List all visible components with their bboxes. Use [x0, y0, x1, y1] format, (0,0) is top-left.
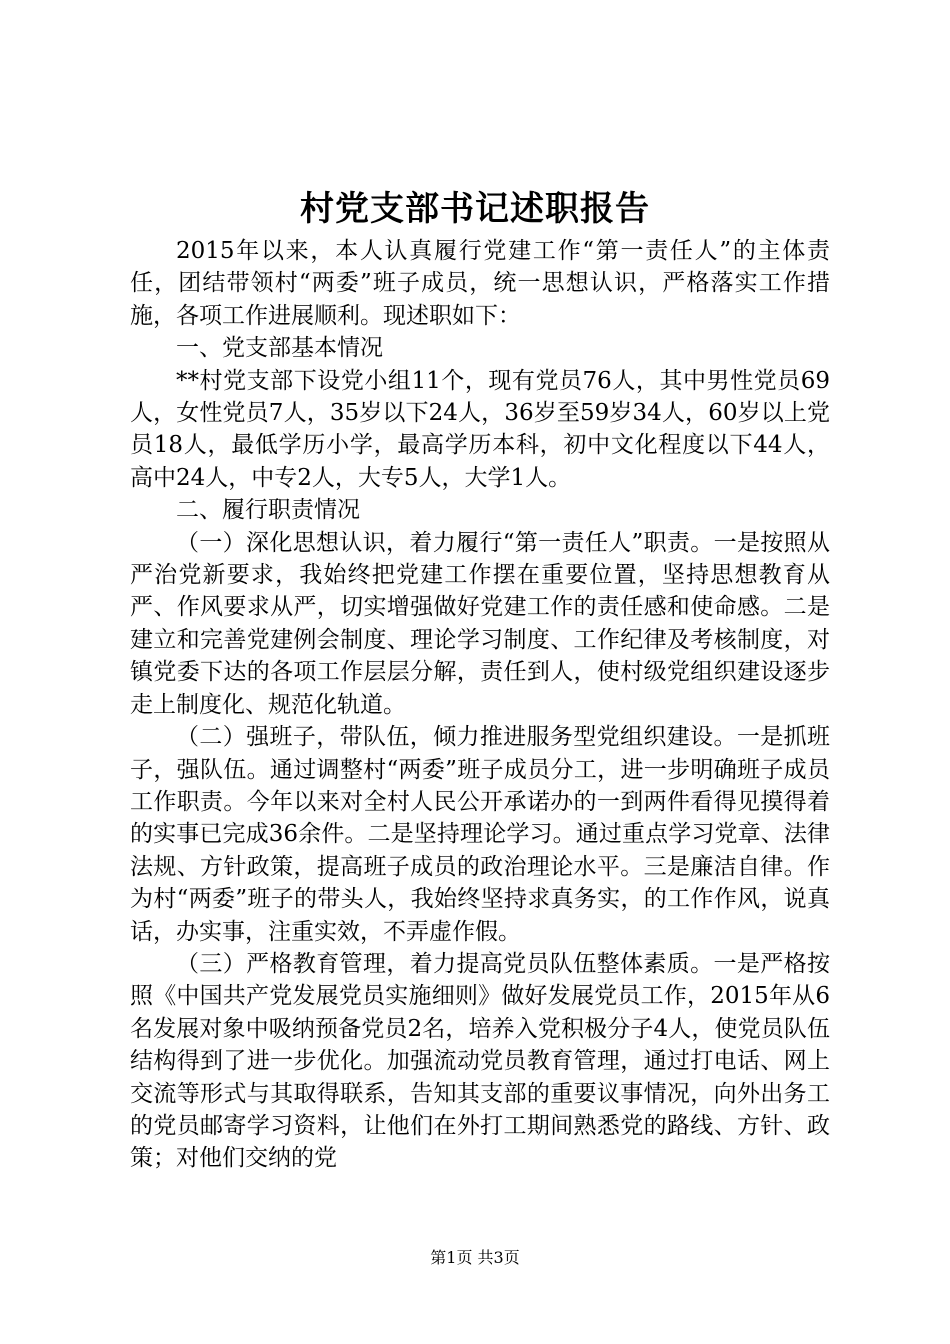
section-heading-duties: 二、履行职责情况: [176, 497, 360, 524]
paragraph-member-stats: **村党支部下设党小组11个，现有党员76人，其中男性党员69人，女性党员7人，35岁以下24人，36岁至59岁34人，60岁以上党员18人，最低学历小学，最高学历本科，初中文化程度以下44人，高中24人，中专2人，大专5人，大学1人。: [130, 367, 830, 491]
paragraph-duty-2: （二）强班子，带队伍，倾力推进服务型党组织建设。一是抓班子，强队伍。通过调整村“两委”班子成员分工，进一步明确班子成员工作职责。今年以来对全村人民公开承诺办的一到两件看得见摸得着的实事已完成36余件。二是坚持理论学习。通过重点学习党章、法律法规、方针政策，提高班子成员的政治理论水平。三是廉洁自律。作为村“两委”班子的带头人，我始终坚持求真务实，的工作作风，说真话，办实事，注重实效，不弄虚作假。: [130, 724, 830, 945]
document-body: [130, 235, 830, 1175]
paragraph-duty-1: （一）深化思想认识，着力履行“第一责任人”职责。一是按照从严治党新要求，我始终把党建工作摆在重要位置，坚持思想教育从严、作风要求从严，切实增强做好党建工作的责任感和使命感。二是建立和完善党建例会制度、理论学习制度、工作纪律及考核制度，对镇党委下达的各项工作层层分解，责任到人，使村级党组织建设逐步走上制度化、规范化轨道。: [130, 529, 830, 718]
document-title: 村党支部书记述职报告: [300, 189, 650, 229]
section-heading-basic-info: 一、党支部基本情况: [176, 335, 383, 362]
paragraph-duty-3: （三）严格教育管理，着力提高党员队伍整体素质。一是严格按照《中国共产党发展党员实施细则》做好发展党员工作，2015年从6名发展对象中吸纳预备党员2名，培养入党积极分子4人，使党员队伍结构得到了进一步优化。加强流动党员教育管理，通过打电话、网上交流等形式与其取得联系，告知其支部的重要议事情况，向外出务工的党员邮寄学习资料，让他们在外打工期间熟悉党的路线、方针、政策；对他们交纳的党: [130, 950, 830, 1172]
paragraph-intro: 2015年以来，本人认真履行党建工作“第一责任人”的主体责任，团结带领村“两委”班子成员，统一思想认识，严格落实工作措施，各项工作进展顺利。现述职如下：: [130, 238, 830, 329]
page-footer: 第1页 共3页: [430, 1248, 520, 1267]
